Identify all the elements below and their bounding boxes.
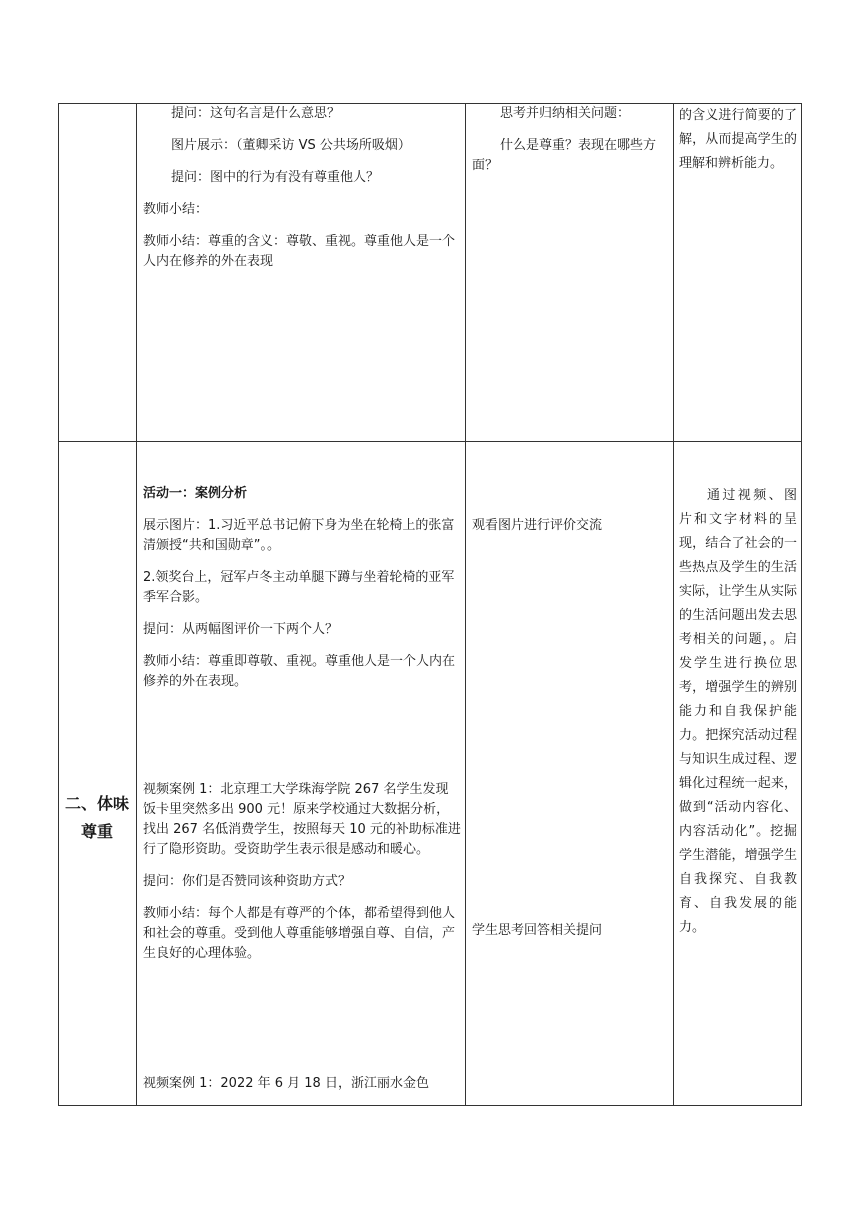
row2-video-case (143, 780, 461, 976)
student-task: 观看图片进行评价交流 (472, 518, 603, 533)
row2-student-activity-1 (472, 516, 668, 548)
row1-teacher-activity (143, 104, 461, 284)
teacher-summary: 教师小结： (143, 202, 209, 217)
table-right-border (801, 103, 802, 1106)
table-left-border (58, 103, 59, 1106)
teacher-question: 提问：你们是否赞同该种资助方式？ (143, 874, 352, 889)
column-divider-2 (465, 103, 466, 1106)
design-intent-text: 的含义进行简要的了解，从而提高学生的理解和辨析能力。 (679, 108, 797, 171)
row2-teacher-activity (143, 484, 461, 704)
student-task: 什么是尊重？表现在哪些方面？ (472, 138, 657, 173)
student-task: 思考并归纳相关问题： (500, 106, 631, 121)
student-task: 学生思考回答相关提问 (472, 923, 603, 938)
teacher-summary: 教师小结：尊重即尊敬、重视。尊重他人是一个人内在修养的外在表现。 (143, 654, 456, 689)
activity-title: 活动一：案例分析 (143, 486, 248, 501)
teacher-question: 提问：图中的行为有没有尊重他人？ (171, 170, 380, 185)
picture-display: 图片展示：（董卿采访 VS 公共场所吸烟） (171, 138, 411, 153)
row-divider (58, 441, 802, 442)
teacher-summary: 教师小结：每个人都是有尊严的个体，都希望得到他人和社会的尊重。受到他人尊重能够增强自尊、自信，产生良好的心理体验。 (143, 906, 456, 961)
row2-design-intent (679, 484, 797, 952)
teacher-question: 提问：这句名言是什么意思？ (171, 106, 341, 121)
video-case-text: 视频案例 1：北京理工大学珠海学院 267 名学生发现饭卡里突然多出 900 元！原来学校通过大数据分析，找出 267 名低消费学生，按照每天 10 元的补助标准进行了隐形资助。受资助学生表示很是感动和暖心。 (143, 782, 461, 857)
video-case-text: 视频案例 1：2022 年 6 月 18 日，浙江丽水金色 (143, 1076, 429, 1091)
case-description: 2.领奖台上，冠军卢冬主动单腿下蹲与坐着轮椅的亚军季军合影。 (143, 570, 455, 605)
row2-video-case-2 (143, 1074, 461, 1106)
picture-display: 展示图片：1.习近平总书记俯下身为坐在轮椅上的张富清颁授“共和国勋章”。。 (143, 518, 455, 553)
column-divider-3 (673, 103, 674, 1106)
teacher-question: 提问：从两幅图评价一下两个人？ (143, 622, 339, 637)
row1-student-activity (472, 104, 668, 188)
teacher-summary: 教师小结：尊重的含义：尊敬、重视。尊重他人是一个人内在修养的外在表现 (143, 234, 456, 269)
row1-design-intent (679, 104, 797, 188)
design-intent-text: 通过视频、图片和文字材料的呈现，结合了社会的一些热点及学生的生活实际，让学生从实际的生活问题出发去思考相关的问题，。启发学生进行换位思考，增强学生的辨别能力和自我保护能力。把探究活动过程与知识生成过程、逻辑化过程统一起来，做到“活动内容化、内容活动化”。挖掘学生潜能，增强学生自我探究、自我教育、自我发展的能力。 (679, 488, 797, 935)
section-title: 二、体味尊重 (64, 794, 129, 841)
row2-student-activity-2 (472, 921, 668, 953)
column-divider-1 (136, 103, 137, 1106)
